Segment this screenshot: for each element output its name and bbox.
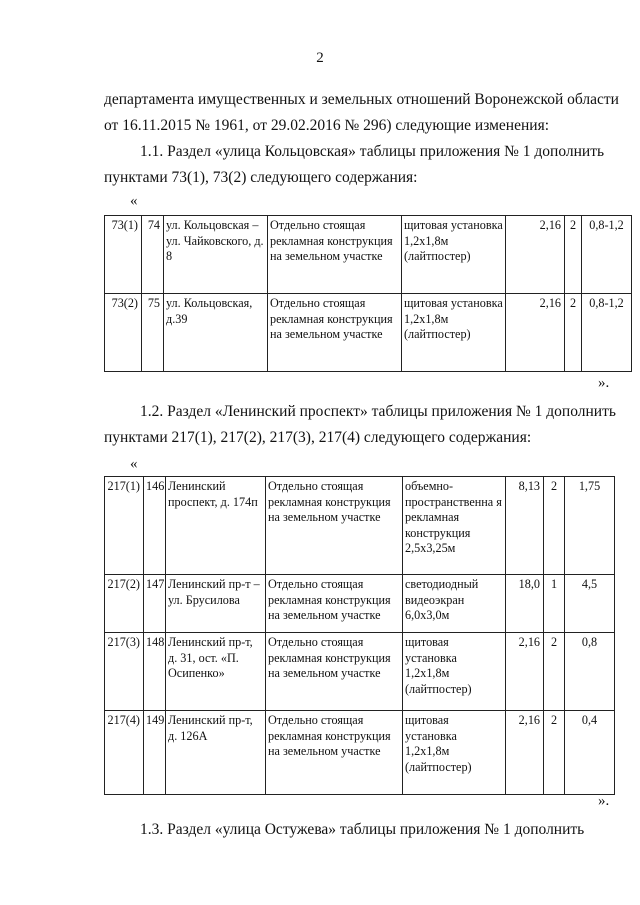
row-id-cell: 217(3) (105, 633, 144, 711)
sides-cell: 2 (544, 477, 565, 575)
row-number-cell: 148 (144, 633, 166, 711)
paragraph-line: департамента имущественных и земельных отношений Воронежской области (104, 91, 619, 108)
sides-cell: 2 (565, 294, 582, 372)
closing-quote: ». (598, 793, 610, 809)
area-cell: 2,16 (506, 633, 544, 711)
construction-kind-cell: щитовая установка 1,2х1,8м (лайтпостер) (403, 633, 506, 711)
sides-cell: 2 (544, 633, 565, 711)
opening-quote: « (130, 193, 138, 209)
construction-type-cell: Отдельно стоящая рекламная конструкция на земельном участке (266, 477, 403, 575)
row-number-cell: 74 (142, 216, 164, 294)
construction-kind-cell: щитовая установка 1,2х1,8м (лайтпостер) (402, 216, 506, 294)
table-row (105, 575, 615, 633)
closing-quote: ». (598, 375, 610, 391)
table-row (105, 216, 632, 294)
row-id-cell: 217(1) (105, 477, 144, 575)
row-id-cell: 217(2) (105, 575, 144, 633)
section-1-1-heading: 1.1. Раздел «улица Кольцовская» таблицы приложения № 1 дополнить (140, 143, 605, 160)
address-cell: Ленинский пр-т – ул. Брусилова (166, 575, 266, 633)
address-cell: Ленинский пр-т, д. 126А (166, 711, 266, 795)
area-cell: 8,13 (506, 477, 544, 575)
size-cell: 1,75 (565, 477, 615, 575)
row-id-cell: 73(1) (105, 216, 142, 294)
table-row (105, 711, 615, 795)
construction-kind-cell: объемно-пространственна я рекламная конструкция 2,5х3,25м (403, 477, 506, 575)
opening-quote: « (130, 456, 138, 472)
table-leninsky (104, 476, 615, 795)
construction-kind-cell: щитовая установка 1,2х1,8м (лайтпостер) (403, 711, 506, 795)
page-number: 2 (316, 50, 324, 66)
size-cell: 0,8 (565, 633, 615, 711)
address-cell: ул. Кольцовская – ул. Чайковского, д. 8 (164, 216, 268, 294)
address-cell: ул. Кольцовская, д.39 (164, 294, 268, 372)
area-cell: 18,0 (506, 575, 544, 633)
area-cell: 2,16 (506, 294, 565, 372)
construction-type-cell: Отдельно стоящая рекламная конструкция на земельном участке (268, 216, 402, 294)
construction-type-cell: Отдельно стоящая рекламная конструкция на земельном участке (266, 575, 403, 633)
sides-cell: 1 (544, 575, 565, 633)
construction-type-cell: Отдельно стоящая рекламная конструкция на земельном участке (266, 633, 403, 711)
area-cell: 2,16 (506, 216, 565, 294)
row-number-cell: 147 (144, 575, 166, 633)
row-id-cell: 217(4) (105, 711, 144, 795)
sides-cell: 2 (544, 711, 565, 795)
paragraph-line: от 16.11.2015 № 1961, от 29.02.2016 № 296) следующие изменения: (104, 117, 550, 134)
address-cell: Ленинский проспект, д. 174п (166, 477, 266, 575)
construction-type-cell: Отдельно стоящая рекламная конструкция на земельном участке (268, 294, 402, 372)
size-cell: 4,5 (565, 575, 615, 633)
table-row (105, 477, 615, 575)
row-number-cell: 75 (142, 294, 164, 372)
area-cell: 2,16 (506, 711, 544, 795)
construction-kind-cell: светодиодный видеоэкран 6,0х3,0м (403, 575, 506, 633)
row-number-cell: 149 (144, 711, 166, 795)
size-cell: 0,4 (565, 711, 615, 795)
section-1-3-heading: 1.3. Раздел «улица Остужева» таблицы приложения № 1 дополнить (140, 821, 585, 838)
row-id-cell: 73(2) (105, 294, 142, 372)
address-cell: Ленинский пр-т, д. 31, ост. «П. Осипенко» (166, 633, 266, 711)
construction-type-cell: Отдельно стоящая рекламная конструкция на земельном участке (266, 711, 403, 795)
size-cell: 0,8-1,2 (582, 294, 632, 372)
table-row (105, 633, 615, 711)
construction-kind-cell: щитовая установка 1,2х1,8м (лайтпостер) (402, 294, 506, 372)
paragraph-line: пунктами 217(1), 217(2), 217(3), 217(4) следующего содержания: (104, 429, 532, 446)
sides-cell: 2 (565, 216, 582, 294)
paragraph-line: пунктами 73(1), 73(2) следующего содержания: (104, 169, 418, 186)
section-1-2-heading: 1.2. Раздел «Ленинский проспект» таблицы приложения № 1 дополнить (140, 403, 616, 420)
table-kolcovskaya (104, 215, 632, 372)
row-number-cell: 146 (144, 477, 166, 575)
size-cell: 0,8-1,2 (582, 216, 632, 294)
table-row (105, 294, 632, 372)
